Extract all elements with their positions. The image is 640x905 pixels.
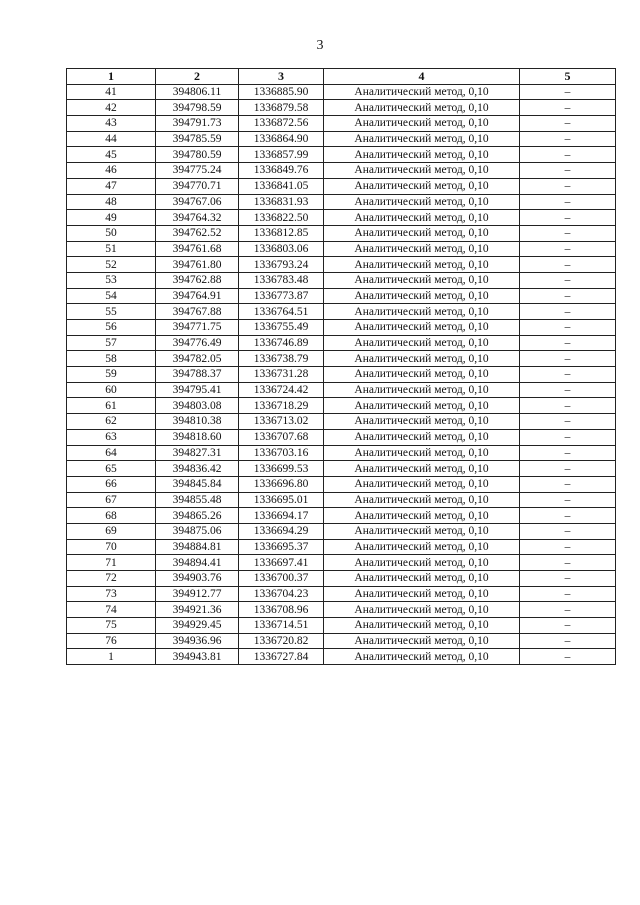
y-coordinate-cell: 1336864.90 — [239, 131, 324, 147]
note-cell: – — [520, 633, 616, 649]
method-cell: Аналитический метод, 0,10 — [324, 633, 520, 649]
table-row — [67, 445, 616, 461]
note-cell: – — [520, 116, 616, 132]
method-cell: Аналитический метод, 0,10 — [324, 84, 520, 100]
point-number-cell: 1 — [67, 649, 156, 665]
table-row — [67, 131, 616, 147]
table-row — [67, 618, 616, 634]
x-coordinate-cell: 394782.05 — [156, 351, 239, 367]
table-row — [67, 586, 616, 602]
point-number-cell: 61 — [67, 398, 156, 414]
note-cell: – — [520, 194, 616, 210]
table-row — [67, 367, 616, 383]
x-coordinate-cell: 394921.36 — [156, 602, 239, 618]
method-cell: Аналитический метод, 0,10 — [324, 320, 520, 336]
table-row — [67, 147, 616, 163]
x-coordinate-cell: 394776.49 — [156, 335, 239, 351]
column-header: 2 — [156, 69, 239, 85]
y-coordinate-cell: 1336879.58 — [239, 100, 324, 116]
y-coordinate-cell: 1336695.01 — [239, 492, 324, 508]
method-cell: Аналитический метод, 0,10 — [324, 461, 520, 477]
x-coordinate-cell: 394827.31 — [156, 445, 239, 461]
method-cell: Аналитический метод, 0,10 — [324, 288, 520, 304]
point-number-cell: 43 — [67, 116, 156, 132]
note-cell: – — [520, 84, 616, 100]
y-coordinate-cell: 1336803.06 — [239, 241, 324, 257]
point-number-cell: 62 — [67, 414, 156, 430]
x-coordinate-cell: 394770.71 — [156, 178, 239, 194]
point-number-cell: 59 — [67, 367, 156, 383]
note-cell: – — [520, 508, 616, 524]
column-header: 1 — [67, 69, 156, 85]
note-cell: – — [520, 618, 616, 634]
note-cell: – — [520, 210, 616, 226]
y-coordinate-cell: 1336703.16 — [239, 445, 324, 461]
y-coordinate-cell: 1336872.56 — [239, 116, 324, 132]
table-row — [67, 476, 616, 492]
table-row — [67, 539, 616, 555]
x-coordinate-cell: 394855.48 — [156, 492, 239, 508]
table-row — [67, 429, 616, 445]
table-row — [67, 163, 616, 179]
table-body — [67, 84, 616, 664]
x-coordinate-cell: 394806.11 — [156, 84, 239, 100]
note-cell: – — [520, 320, 616, 336]
table-row — [67, 398, 616, 414]
method-cell: Аналитический метод, 0,10 — [324, 382, 520, 398]
note-cell: – — [520, 351, 616, 367]
note-cell: – — [520, 523, 616, 539]
x-coordinate-cell: 394798.59 — [156, 100, 239, 116]
column-header: 3 — [239, 69, 324, 85]
point-number-cell: 56 — [67, 320, 156, 336]
table-row — [67, 225, 616, 241]
method-cell: Аналитический метод, 0,10 — [324, 194, 520, 210]
x-coordinate-cell: 394761.68 — [156, 241, 239, 257]
note-cell: – — [520, 288, 616, 304]
x-coordinate-cell: 394836.42 — [156, 461, 239, 477]
x-coordinate-cell: 394767.88 — [156, 304, 239, 320]
note-cell: – — [520, 367, 616, 383]
coordinates-table — [66, 68, 616, 665]
point-number-cell: 45 — [67, 147, 156, 163]
x-coordinate-cell: 394767.06 — [156, 194, 239, 210]
x-coordinate-cell: 394780.59 — [156, 147, 239, 163]
point-number-cell: 71 — [67, 555, 156, 571]
x-coordinate-cell: 394875.06 — [156, 523, 239, 539]
y-coordinate-cell: 1336783.48 — [239, 272, 324, 288]
table-row — [67, 241, 616, 257]
y-coordinate-cell: 1336746.89 — [239, 335, 324, 351]
note-cell: – — [520, 445, 616, 461]
x-coordinate-cell: 394894.41 — [156, 555, 239, 571]
note-cell: – — [520, 304, 616, 320]
column-header: 5 — [520, 69, 616, 85]
method-cell: Аналитический метод, 0,10 — [324, 131, 520, 147]
point-number-cell: 57 — [67, 335, 156, 351]
method-cell: Аналитический метод, 0,10 — [324, 414, 520, 430]
point-number-cell: 73 — [67, 586, 156, 602]
point-number-cell: 42 — [67, 100, 156, 116]
method-cell: Аналитический метод, 0,10 — [324, 241, 520, 257]
method-cell: Аналитический метод, 0,10 — [324, 367, 520, 383]
note-cell: – — [520, 492, 616, 508]
method-cell: Аналитический метод, 0,10 — [324, 555, 520, 571]
x-coordinate-cell: 394788.37 — [156, 367, 239, 383]
x-coordinate-cell: 394943.81 — [156, 649, 239, 665]
method-cell: Аналитический метод, 0,10 — [324, 163, 520, 179]
x-coordinate-cell: 394810.38 — [156, 414, 239, 430]
y-coordinate-cell: 1336708.96 — [239, 602, 324, 618]
method-cell: Аналитический метод, 0,10 — [324, 492, 520, 508]
y-coordinate-cell: 1336773.87 — [239, 288, 324, 304]
note-cell: – — [520, 429, 616, 445]
point-number-cell: 60 — [67, 382, 156, 398]
point-number-cell: 72 — [67, 571, 156, 587]
note-cell: – — [520, 335, 616, 351]
method-cell: Аналитический метод, 0,10 — [324, 476, 520, 492]
y-coordinate-cell: 1336731.28 — [239, 367, 324, 383]
x-coordinate-cell: 394775.24 — [156, 163, 239, 179]
table-row — [67, 492, 616, 508]
y-coordinate-cell: 1336764.51 — [239, 304, 324, 320]
method-cell: Аналитический метод, 0,10 — [324, 523, 520, 539]
method-cell: Аналитический метод, 0,10 — [324, 539, 520, 555]
table-header-row — [67, 69, 616, 85]
y-coordinate-cell: 1336831.93 — [239, 194, 324, 210]
table-row — [67, 288, 616, 304]
point-number-cell: 50 — [67, 225, 156, 241]
y-coordinate-cell: 1336718.29 — [239, 398, 324, 414]
note-cell: – — [520, 257, 616, 273]
note-cell: – — [520, 461, 616, 477]
y-coordinate-cell: 1336822.50 — [239, 210, 324, 226]
point-number-cell: 41 — [67, 84, 156, 100]
y-coordinate-cell: 1336700.37 — [239, 571, 324, 587]
note-cell: – — [520, 602, 616, 618]
note-cell: – — [520, 586, 616, 602]
point-number-cell: 48 — [67, 194, 156, 210]
y-coordinate-cell: 1336738.79 — [239, 351, 324, 367]
method-cell: Аналитический метод, 0,10 — [324, 586, 520, 602]
y-coordinate-cell: 1336793.24 — [239, 257, 324, 273]
table-row — [67, 272, 616, 288]
table-row — [67, 84, 616, 100]
point-number-cell: 67 — [67, 492, 156, 508]
y-coordinate-cell: 1336724.42 — [239, 382, 324, 398]
point-number-cell: 52 — [67, 257, 156, 273]
y-coordinate-cell: 1336695.37 — [239, 539, 324, 555]
y-coordinate-cell: 1336812.85 — [239, 225, 324, 241]
x-coordinate-cell: 394764.32 — [156, 210, 239, 226]
note-cell: – — [520, 241, 616, 257]
y-coordinate-cell: 1336694.29 — [239, 523, 324, 539]
method-cell: Аналитический метод, 0,10 — [324, 272, 520, 288]
point-number-cell: 70 — [67, 539, 156, 555]
method-cell: Аналитический метод, 0,10 — [324, 398, 520, 414]
note-cell: – — [520, 649, 616, 665]
table-row — [67, 304, 616, 320]
table-row — [67, 461, 616, 477]
table-row — [67, 633, 616, 649]
x-coordinate-cell: 394936.96 — [156, 633, 239, 649]
x-coordinate-cell: 394791.73 — [156, 116, 239, 132]
table-row — [67, 210, 616, 226]
y-coordinate-cell: 1336699.53 — [239, 461, 324, 477]
point-number-cell: 55 — [67, 304, 156, 320]
method-cell: Аналитический метод, 0,10 — [324, 257, 520, 273]
method-cell: Аналитический метод, 0,10 — [324, 618, 520, 634]
x-coordinate-cell: 394761.80 — [156, 257, 239, 273]
point-number-cell: 49 — [67, 210, 156, 226]
y-coordinate-cell: 1336704.23 — [239, 586, 324, 602]
note-cell: – — [520, 555, 616, 571]
point-number-cell: 54 — [67, 288, 156, 304]
point-number-cell: 58 — [67, 351, 156, 367]
note-cell: – — [520, 163, 616, 179]
point-number-cell: 68 — [67, 508, 156, 524]
table-row — [67, 414, 616, 430]
method-cell: Аналитический метод, 0,10 — [324, 210, 520, 226]
x-coordinate-cell: 394818.60 — [156, 429, 239, 445]
y-coordinate-cell: 1336694.17 — [239, 508, 324, 524]
note-cell: – — [520, 100, 616, 116]
y-coordinate-cell: 1336707.68 — [239, 429, 324, 445]
point-number-cell: 53 — [67, 272, 156, 288]
y-coordinate-cell: 1336885.90 — [239, 84, 324, 100]
y-coordinate-cell: 1336841.05 — [239, 178, 324, 194]
point-number-cell: 69 — [67, 523, 156, 539]
note-cell: – — [520, 272, 616, 288]
note-cell: – — [520, 225, 616, 241]
table-row — [67, 382, 616, 398]
table-row — [67, 178, 616, 194]
y-coordinate-cell: 1336720.82 — [239, 633, 324, 649]
point-number-cell: 46 — [67, 163, 156, 179]
x-coordinate-cell: 394764.91 — [156, 288, 239, 304]
y-coordinate-cell: 1336857.99 — [239, 147, 324, 163]
table-row — [67, 555, 616, 571]
column-header: 4 — [324, 69, 520, 85]
table-row — [67, 508, 616, 524]
x-coordinate-cell: 394795.41 — [156, 382, 239, 398]
x-coordinate-cell: 394903.76 — [156, 571, 239, 587]
table-row — [67, 116, 616, 132]
x-coordinate-cell: 394865.26 — [156, 508, 239, 524]
x-coordinate-cell: 394884.81 — [156, 539, 239, 555]
note-cell: – — [520, 571, 616, 587]
x-coordinate-cell: 394771.75 — [156, 320, 239, 336]
point-number-cell: 51 — [67, 241, 156, 257]
x-coordinate-cell: 394929.45 — [156, 618, 239, 634]
method-cell: Аналитический метод, 0,10 — [324, 602, 520, 618]
table-row — [67, 649, 616, 665]
point-number-cell: 47 — [67, 178, 156, 194]
table-row — [67, 602, 616, 618]
method-cell: Аналитический метод, 0,10 — [324, 351, 520, 367]
y-coordinate-cell: 1336697.41 — [239, 555, 324, 571]
method-cell: Аналитический метод, 0,10 — [324, 445, 520, 461]
y-coordinate-cell: 1336755.49 — [239, 320, 324, 336]
y-coordinate-cell: 1336849.76 — [239, 163, 324, 179]
method-cell: Аналитический метод, 0,10 — [324, 335, 520, 351]
method-cell: Аналитический метод, 0,10 — [324, 429, 520, 445]
point-number-cell: 44 — [67, 131, 156, 147]
point-number-cell: 76 — [67, 633, 156, 649]
note-cell: – — [520, 382, 616, 398]
method-cell: Аналитический метод, 0,10 — [324, 571, 520, 587]
table-row — [67, 351, 616, 367]
note-cell: – — [520, 414, 616, 430]
note-cell: – — [520, 147, 616, 163]
x-coordinate-cell: 394785.59 — [156, 131, 239, 147]
y-coordinate-cell: 1336714.51 — [239, 618, 324, 634]
table-row — [67, 523, 616, 539]
method-cell: Аналитический метод, 0,10 — [324, 178, 520, 194]
point-number-cell: 75 — [67, 618, 156, 634]
note-cell: – — [520, 539, 616, 555]
page-number: 3 — [316, 38, 324, 53]
point-number-cell: 66 — [67, 476, 156, 492]
table-row — [67, 194, 616, 210]
point-number-cell: 63 — [67, 429, 156, 445]
note-cell: – — [520, 398, 616, 414]
method-cell: Аналитический метод, 0,10 — [324, 100, 520, 116]
method-cell: Аналитический метод, 0,10 — [324, 147, 520, 163]
method-cell: Аналитический метод, 0,10 — [324, 116, 520, 132]
note-cell: – — [520, 476, 616, 492]
method-cell: Аналитический метод, 0,10 — [324, 649, 520, 665]
x-coordinate-cell: 394762.88 — [156, 272, 239, 288]
method-cell: Аналитический метод, 0,10 — [324, 304, 520, 320]
note-cell: – — [520, 131, 616, 147]
table-row — [67, 335, 616, 351]
method-cell: Аналитический метод, 0,10 — [324, 225, 520, 241]
y-coordinate-cell: 1336727.84 — [239, 649, 324, 665]
point-number-cell: 65 — [67, 461, 156, 477]
table-row — [67, 100, 616, 116]
x-coordinate-cell: 394912.77 — [156, 586, 239, 602]
note-cell: – — [520, 178, 616, 194]
point-number-cell: 64 — [67, 445, 156, 461]
x-coordinate-cell: 394803.08 — [156, 398, 239, 414]
x-coordinate-cell: 394762.52 — [156, 225, 239, 241]
point-number-cell: 74 — [67, 602, 156, 618]
table-row — [67, 257, 616, 273]
method-cell: Аналитический метод, 0,10 — [324, 508, 520, 524]
y-coordinate-cell: 1336696.80 — [239, 476, 324, 492]
y-coordinate-cell: 1336713.02 — [239, 414, 324, 430]
table-row — [67, 320, 616, 336]
x-coordinate-cell: 394845.84 — [156, 476, 239, 492]
table-row — [67, 571, 616, 587]
